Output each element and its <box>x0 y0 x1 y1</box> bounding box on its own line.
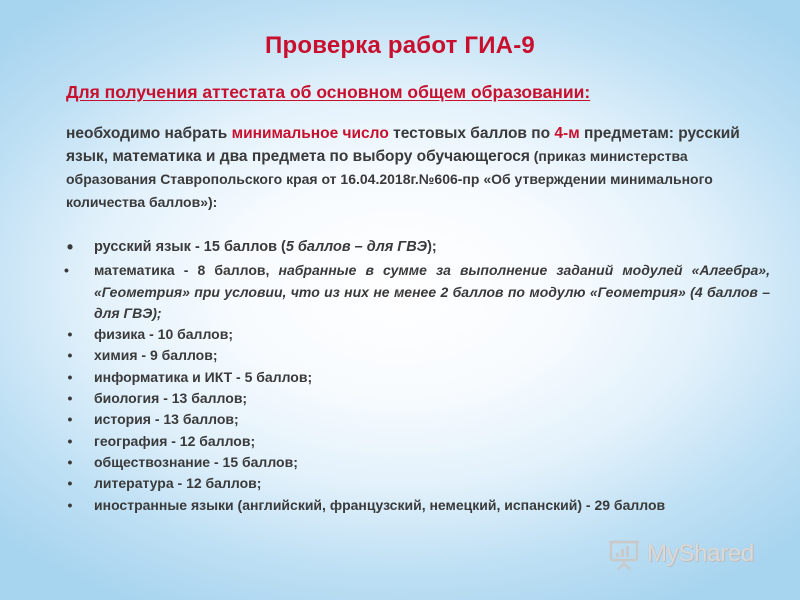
intro-highlight-minimum: минимальное число <box>231 125 389 142</box>
bullet-icon: • <box>66 237 74 257</box>
item-text: биология - 13 баллов; <box>94 390 248 407</box>
intro-order-reference: (приказ министерства образования Ставропольского края от 16.04.2018г.№606-пр «Об утверждении минимального количества баллов»): <box>66 148 713 210</box>
bullet-icon: • <box>64 262 69 279</box>
watermark-logo <box>607 536 754 572</box>
intro-paragraph <box>66 122 776 214</box>
item-text: математика - 8 баллов, <box>94 262 279 279</box>
bullet-icon: • <box>67 368 73 385</box>
list-item-math <box>64 260 770 324</box>
item-text: иностранные языки (английский, французский, немецкий, испанский) - 29 баллов <box>94 496 666 513</box>
intro-text: предметам: русский язык, математика и два предмета по выбору обучающегося <box>66 125 740 165</box>
bullet-icon: • <box>67 390 73 407</box>
list-item-geography <box>64 431 770 452</box>
item-text: русский язык - 15 баллов ( <box>94 239 286 255</box>
list-item-russian <box>64 237 770 260</box>
item-text: история - 13 баллов; <box>94 411 239 428</box>
slide-title: Проверка работ ГИА-9 <box>265 32 535 59</box>
list-item-informatics <box>64 367 770 388</box>
presentation-board-icon <box>607 537 641 571</box>
bullet-icon: • <box>67 326 73 343</box>
list-item-chemistry <box>64 345 770 366</box>
bullet-icon: • <box>67 475 73 492</box>
list-item-physics <box>64 324 770 345</box>
item-text: литература - 12 баллов; <box>94 475 262 492</box>
list-item-biology <box>64 388 770 409</box>
intro-text: тестовых баллов по <box>388 125 555 142</box>
item-text: обществознание - 15 баллов; <box>94 453 298 470</box>
subject-list <box>64 237 770 516</box>
slide-subtitle: Для получения аттестата об основном общем образовании: <box>66 82 591 102</box>
intro-text: необходимо набрать <box>66 125 232 142</box>
item-note: набранные в сумме за выполнение заданий модулей «Алгебра», «Геометрия» при условии, что из них не менее 2 баллов по модулю «Геометрия» (4 баллов – для ГВЭ); <box>94 262 770 321</box>
item-text: физика - 10 баллов; <box>94 326 233 343</box>
bullet-icon: • <box>67 453 73 470</box>
list-item-literature <box>64 473 770 494</box>
item-note: 5 баллов – для ГВЭ <box>285 239 428 255</box>
bullet-icon: • <box>67 496 73 513</box>
watermark-text: MyShared <box>647 540 754 567</box>
list-item-history <box>64 409 770 430</box>
item-text: информатика и ИКТ - 5 баллов; <box>94 368 313 385</box>
bullet-icon: • <box>67 432 73 449</box>
item-text: химия - 9 баллов; <box>94 347 218 364</box>
bullet-icon: • <box>67 411 73 428</box>
list-item-social-studies <box>64 452 770 473</box>
item-tail: ); <box>427 239 437 255</box>
item-text: география - 12 баллов; <box>94 432 256 449</box>
bullet-icon: • <box>67 347 73 364</box>
intro-highlight-count: 4-м <box>554 125 580 142</box>
list-item-foreign-languages <box>64 495 770 516</box>
